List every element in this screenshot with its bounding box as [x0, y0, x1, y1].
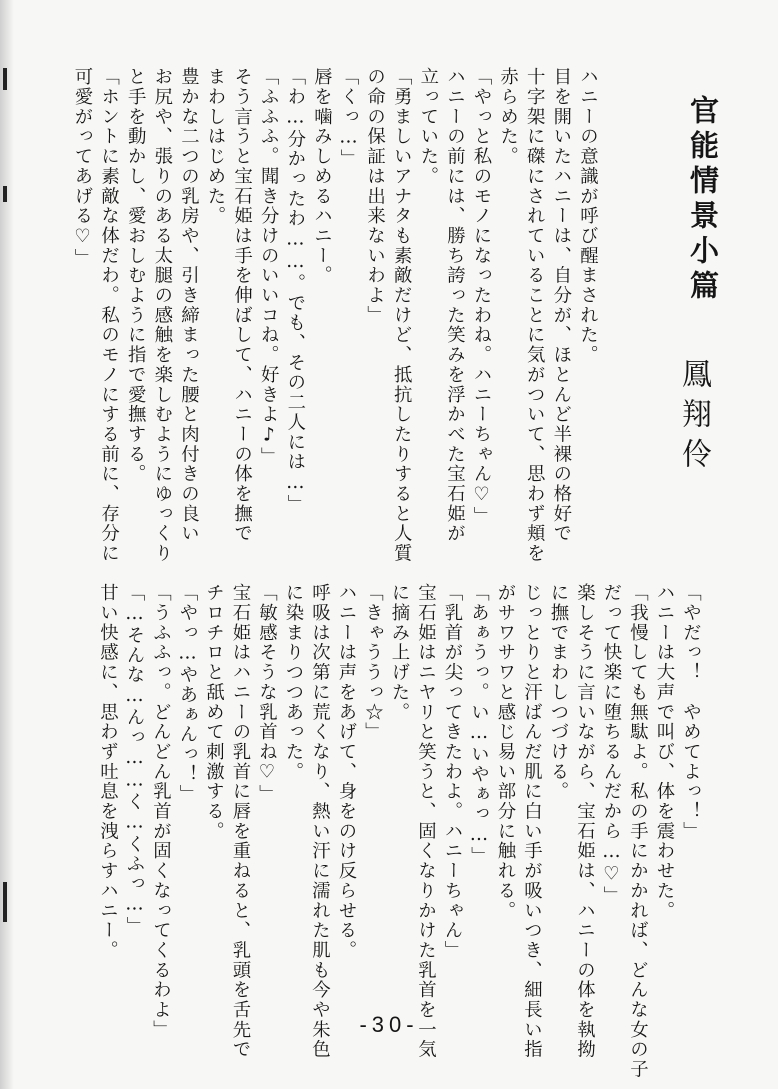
text-column: がサワサワと感じ易い部分に触れる。 [494, 583, 516, 921]
text-column: 目を開いたハニーは、自分が、ほとんど半裸の格好で [550, 67, 572, 544]
text-column: 「やっ…やあぁんっ！」 [176, 583, 198, 804]
text-column: じっとりと汗ばんだ肌に白い手が吸いつき、細長い指 [521, 583, 543, 1060]
page-number: -30- [359, 1012, 419, 1037]
text-column: まわしはじめた。 [205, 67, 226, 226]
text-column: 豊かな二つの乳房や、引き締まった腰と肉付きの良い [178, 67, 200, 544]
text-column: 「やだっ！ やめてよっ！」 [680, 583, 702, 842]
text-column: 唇を噛みしめるハニー。 [311, 67, 333, 286]
text-column: 「くっ…」 [338, 67, 359, 169]
text-column: 「…そんな…んっ……く…くふっ…」 [123, 583, 145, 937]
text-column: 甘い快感に、思わず吐息を洩らすハニー。 [97, 583, 119, 961]
text-column: 赤らめた。 [497, 67, 519, 167]
text-column: に摘み上げた。 [388, 583, 410, 722]
text-column: 「ふふふ。聞き分けのいいコね。好きよ♪」 [258, 67, 280, 467]
text-column: 十字架に磔にされていることに気がついて、思わず頬を [524, 67, 546, 564]
text-column: と手を動かし、愛おしむように指で愛撫する。 [125, 67, 147, 484]
text-column: に撫でまわしつづける。 [547, 583, 569, 802]
text-column: そう言うと宝石姫は手を伸ばして、ハニーの体を撫で [231, 67, 253, 544]
text-column: 立っていた。 [417, 67, 439, 187]
text-column: ハニーは大声で叫び、体を震わせた。 [653, 583, 675, 921]
text-column: 「わ…分かったわ……。でも、その二人には…」 [284, 67, 306, 515]
gutter-mark [3, 68, 7, 90]
author-name: 鳳翔伶 [676, 358, 711, 478]
gutter-mark [3, 186, 7, 202]
text-column: 「あぁうっ。い…いやぁっ…」 [468, 583, 490, 867]
text-column: 「うふふっ。どんどん乳首が固くなってくるわよ」 [150, 583, 172, 1040]
binding-gutter [0, 0, 14, 1089]
text-column: 「我慢しても無駄よ。私の手にかかれば、どんな女の子 [627, 583, 649, 1080]
text-column: ハニーは声をあげて、身をのけ反らせる。 [335, 583, 357, 961]
text-column: 「敏感そうな乳首ね♡」 [256, 583, 278, 804]
text-column: ハニーの意識が呼び醒まされた。 [577, 67, 599, 365]
text-column: 宝石姫はニヤリと笑うと、固くなりかけた乳首を一気 [415, 583, 437, 1060]
text-column: 「勇ましいアナタも素敵だけど、抵抗したりすると人質 [391, 67, 413, 564]
text-column: チロチロと舐めて刺激する。 [203, 583, 225, 842]
text-column: 「乳首が尖ってきたわよ。ハニーちゃん」 [441, 583, 463, 961]
text-column: 楽しそうに言いながら、宝石姫は、ハニーの体を執拗 [574, 583, 596, 1060]
text-column: 「やっと私のモノになったわね。ハニーちゃん♡」 [471, 67, 492, 527]
text-column: 可愛がってあげる♡」 [72, 67, 93, 269]
story-title: 官能情景小篇 [686, 95, 720, 305]
text-column: お尻や、張りのある太腿の感触を楽しむようにゆっくり [151, 67, 173, 564]
text-column: だって快楽に堕ちるんだから…♡」 [600, 583, 622, 906]
text-column: ハニーの前には、勝ち誇った笑みを浮かべた宝石姫が [444, 67, 466, 544]
text-column: 「きゃううっ☆」 [362, 583, 384, 742]
gutter-mark [3, 882, 7, 922]
text-column: 呼吸は次第に荒くなり、熱い汗に濡れた肌も今や朱色 [309, 583, 331, 1060]
text-column: に染まりつつあった。 [282, 583, 304, 782]
text-column: 「ホントに素敵な体だわ。私のモノにする前に、存分に [98, 67, 120, 564]
text-column: の命の保証は出来ないわよ」 [364, 67, 386, 326]
text-column: 宝石姫はハニーの乳首に唇を重ねると、乳頭を舌先で [229, 583, 251, 1060]
